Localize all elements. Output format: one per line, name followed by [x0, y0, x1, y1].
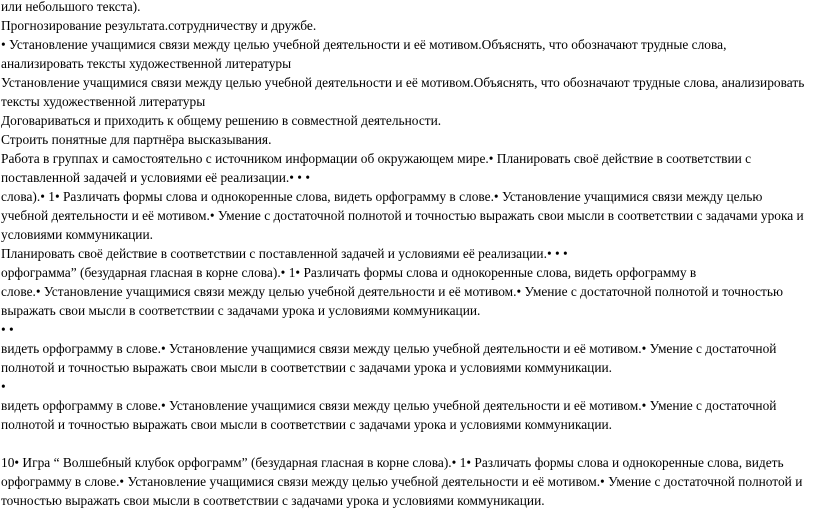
- text-line: полнотой и точностью выражать свои мысли в соответствии с задачами урока и условиями коммуникации.: [1, 417, 613, 432]
- text-line: Установление учащимися связи между целью учебной деятельности и её мотивом.Объяснять, что обозначают трудные слова, анализировать: [1, 75, 805, 90]
- text-line: полнотой и точностью выражать свои мысли в соответствии с задачами урока и условиями коммуникации.: [1, 360, 613, 375]
- text-line: Прогнозирование результата.сотрудничеству и дружбе.: [1, 18, 317, 33]
- blank-line: [0, 434, 812, 453]
- text-line: точностью выражать свои мысли в соответствии с задачами урока и условиями коммуникации.: [1, 493, 545, 508]
- text-line: анализировать тексты художественной литературы: [1, 56, 292, 71]
- text-line: учебной деятельности и её мотивом.• Умение с достаточной полнотой и точностью выражать свои мысли в соответствии с задачами урока и: [1, 208, 804, 223]
- text-line: Работа в группах и самостоятельно с источником информации об окружающем мире.• Планировать своё действие в соответствии с: [1, 151, 752, 166]
- text-line: видеть орфограмму в слове.• Установление учащимися связи между целью учебной деятельности и её мотивом.• Умение с достаточной: [1, 341, 777, 356]
- text-line: условиями коммуникации.: [1, 227, 153, 242]
- text-line: • Установление учащимися связи между целью учебной деятельности и её мотивом.Объяснять, что обозначают трудные слова,: [1, 37, 727, 52]
- text-line: поставленной задачей и условиями её реализации.• • •: [1, 170, 311, 185]
- text-line: орфограмму в слове.• Установление учащимися связи между целью учебной деятельности и её мотивом.• Умение с достаточной полнотой и: [1, 474, 803, 489]
- text-line: слове.• Установление учащимися связи между целью учебной деятельности и её мотивом.• Умение с достаточной полнотой и точностью: [1, 284, 784, 299]
- text-line: 10• Игра “ Волшебный клубок орфограмм” (безударная гласная в корне слова).• 1• Различать формы слова и однокоренные слова, видеть: [1, 455, 784, 470]
- text-line: Договариваться и приходить к общему решению в совместной деятельности.: [1, 113, 442, 128]
- text-line: выражать свои мысли в соответствии с задачами урока и условиями коммуникации.: [1, 303, 481, 318]
- text-line: или небольшого текста).: [1, 0, 141, 14]
- bullet-line: • •: [1, 322, 14, 337]
- text-line: тексты художественной литературы: [1, 94, 206, 109]
- text-line: слова).• 1• Различать формы слова и однокоренные слова, видеть орфограмму в слове.• Установление учащимися связи между целью: [1, 189, 763, 204]
- text-line: орфограмма” (безударная гласная в корне слова).• 1• Различать формы слова и однокоренные слова, видеть орфограмму в: [1, 265, 697, 280]
- bullet-line: •: [1, 379, 6, 394]
- text-line: Планировать своё действие в соответствии с поставленной задачей и условиями её реализации.• • •: [1, 246, 568, 261]
- text-line: Строить понятные для партнёра высказывания.: [1, 132, 272, 147]
- text-line: видеть орфограмму в слове.• Установление учащимися связи между целью учебной деятельности и её мотивом.• Умение с достаточной: [1, 398, 777, 413]
